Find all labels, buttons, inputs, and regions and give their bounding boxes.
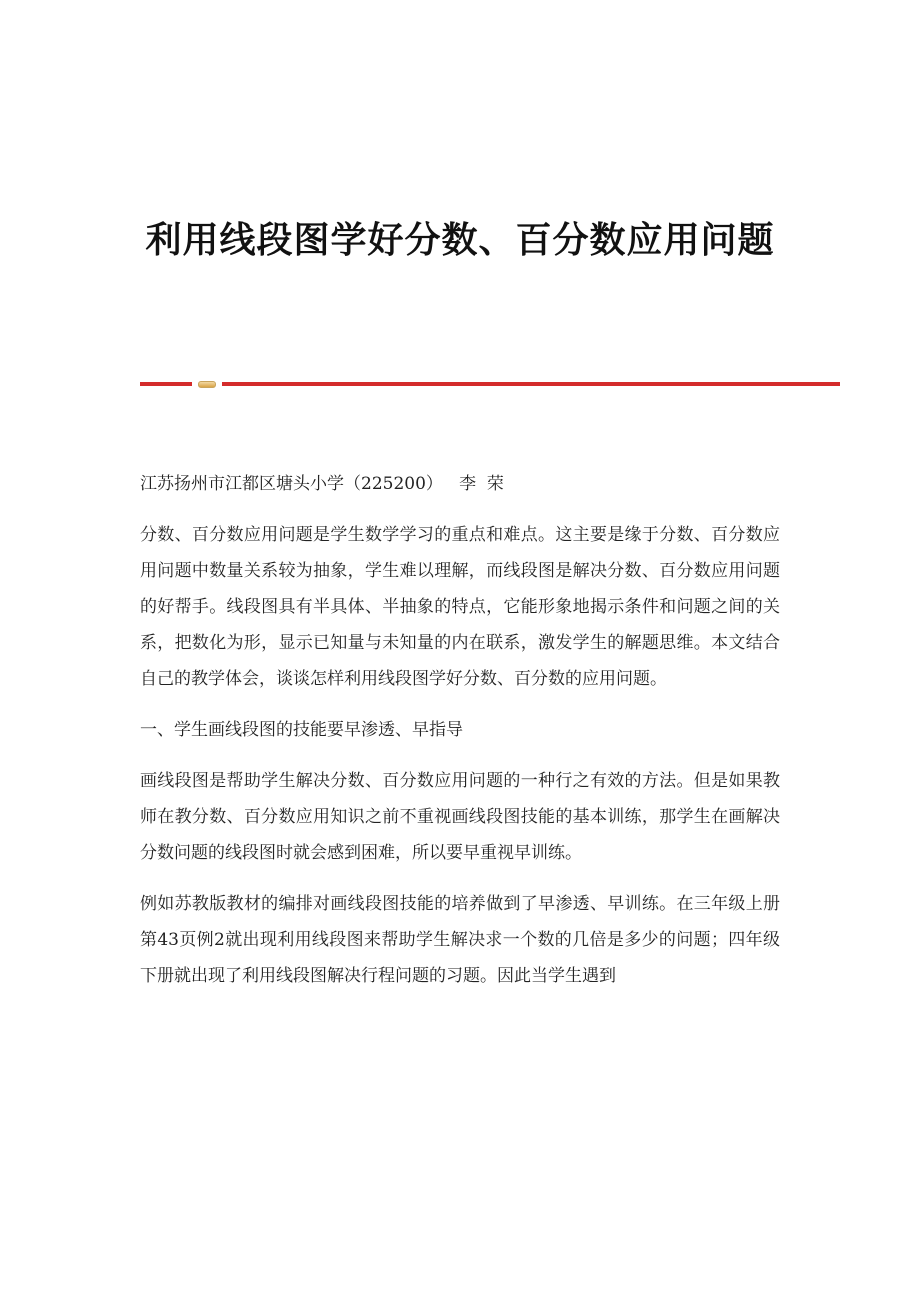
divider-bar-right [222, 382, 840, 386]
author-line: 江苏扬州市江都区塘头小学（225200） 李 荣 [140, 474, 504, 494]
paragraph-2: 画线段图是帮助学生解决分数、百分数应用问题的一种行之有效的方法。但是如果教师在教分数、百分数应用知识之前不重视画线段图技能的基本训练，那学生在画解决分数问题的线段图时就会感到困难，所以要早重视早训练。 [140, 771, 780, 863]
paragraph-3: 例如苏教版教材的编排对画线段图技能的培养做到了早渗透、早训练。在三年级上册第43页例2就出现利用线段图来帮助学生解决求一个数的几倍是多少的问题；四年级下册就出现了利用线段图解决行程问题的习题。因此当学生遇到 [140, 894, 780, 986]
title-divider [140, 380, 840, 390]
section-heading-1: 一、学生画线段图的技能要早渗透、早指导 [140, 720, 463, 740]
document-body [140, 466, 780, 1009]
divider-bar-left [140, 382, 192, 386]
divider-ornament-icon [198, 381, 216, 388]
document-title: 利用线段图学好分数、百分数应用问题 [145, 219, 775, 261]
paragraph-intro: 分数、百分数应用问题是学生数学学习的重点和难点。这主要是缘于分数、百分数应用问题中数量关系较为抽象，学生难以理解，而线段图是解决分数、百分数应用问题的好帮手。线段图具有半具体、半抽象的特点，它能形象地揭示条件和问题之间的关系，把数化为形，显示已知量与未知量的内在联系，激发学生的解题思维。本文结合自己的教学体会，谈谈怎样利用线段图学好分数、百分数的应用问题。 [140, 525, 780, 689]
